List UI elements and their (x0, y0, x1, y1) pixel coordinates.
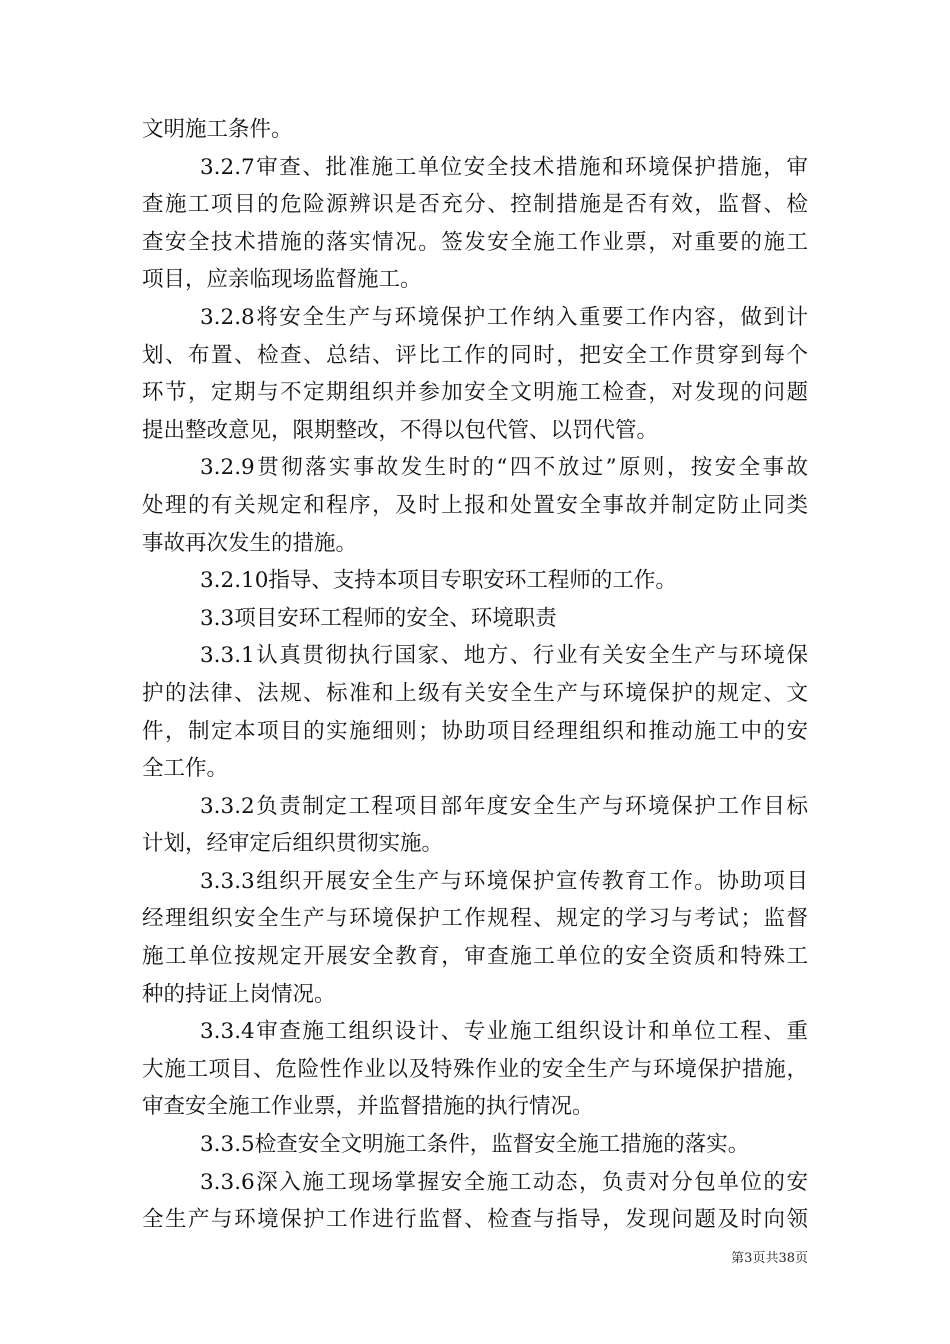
paragraph (142, 863, 808, 1013)
text-line: 查安全技术措施的落实情况。签发安全施工作业票，对重要的施工 (142, 229, 808, 255)
paragraph (142, 111, 808, 149)
text-line: 划、布置、检查、总结、评比工作的同时，把安全工作贯穿到每个 (142, 342, 808, 368)
text-line: 3.2.10指导、支持本项目专职安环工程师的工作。 (200, 568, 677, 594)
paragraph (142, 299, 808, 449)
text-line: 审查安全施工作业票，并监督措施的执行情况。 (142, 1094, 594, 1120)
paragraph (142, 1164, 808, 1239)
paragraph (142, 637, 808, 787)
text-line: 环节，定期与不定期组织并参加安全文明施工检查，对发现的问题 (142, 380, 808, 406)
text-line: 3.3项目安环工程师的安全、环境职责 (200, 605, 557, 631)
text-line: 件，制定本项目的实施细则；协助项目经理组织和推动施工中的安 (142, 718, 808, 744)
paragraph (142, 600, 808, 638)
text-line: 计划，经审定后组织贯彻实施。 (142, 831, 444, 857)
text-line: 全工作。 (142, 756, 229, 782)
text-line: 处理的有关规定和程序，及时上报和处置安全事故并制定防止同类 (142, 492, 808, 518)
text-line: 3.3.1认真贯彻执行国家、地方、行业有关安全生产与环境保 (200, 643, 808, 669)
paragraph (142, 149, 808, 299)
text-line: 项目，应亲临现场监督施工。 (142, 267, 422, 293)
text-line: 文明施工条件。 (142, 117, 293, 142)
text-line: 种的持证上岗情况。 (142, 981, 336, 1007)
text-line: 施工单位按规定开展安全教育，审查施工单位的安全资质和特殊工 (142, 944, 808, 970)
text-line: 3.3.2负责制定工程项目部年度安全生产与环境保护工作目标 (200, 793, 808, 819)
text-line: 全生产与环境保护工作进行监督、检查与指导，发现问题及时向领 (142, 1207, 808, 1233)
page-number: 第3页共38页 (731, 1251, 808, 1266)
document-body (142, 111, 808, 1239)
paragraph (142, 562, 808, 600)
text-line: 3.2.9贯彻落实事故发生时的“四不放过”原则，按安全事故 (200, 455, 808, 481)
paragraph (142, 1126, 808, 1164)
text-line: 查施工项目的危险源辨识是否充分、控制措施是否有效，监督、检 (142, 192, 808, 218)
paragraph (142, 788, 808, 863)
text-line: 3.2.7审查、批准施工单位安全技术措施和环境保护措施，审 (200, 154, 808, 180)
text-line: 3.3.6深入施工现场掌握安全施工动态，负责对分包单位的安 (200, 1169, 808, 1195)
text-line: 经理组织安全生产与环境保护工作规程、规定的学习与考试；监督 (142, 906, 808, 932)
paragraph (142, 449, 808, 562)
text-line: 3.3.3组织开展安全生产与环境保护宣传教育工作。协助项目 (200, 868, 808, 894)
text-line: 3.2.8将安全生产与环境保护工作纳入重要工作内容，做到计 (200, 304, 808, 330)
text-line: 事故再次发生的措施。 (142, 530, 358, 556)
text-line: 提出整改意见，限期整改，不得以包代管、以罚代管。 (142, 417, 659, 443)
text-line: 护的法律、法规、标准和上级有关安全生产与环境保护的规定、文 (142, 680, 808, 706)
text-line: 3.3.4审查施工组织设计、专业施工组织设计和单位工程、重 (200, 1019, 808, 1045)
paragraph (142, 1013, 808, 1126)
text-line: 3.3.5检查安全文明施工条件，监督安全施工措施的落实。 (200, 1132, 750, 1158)
text-line: 大施工项目、危险性作业以及特殊作业的安全生产与环境保护措施， (142, 1056, 808, 1082)
